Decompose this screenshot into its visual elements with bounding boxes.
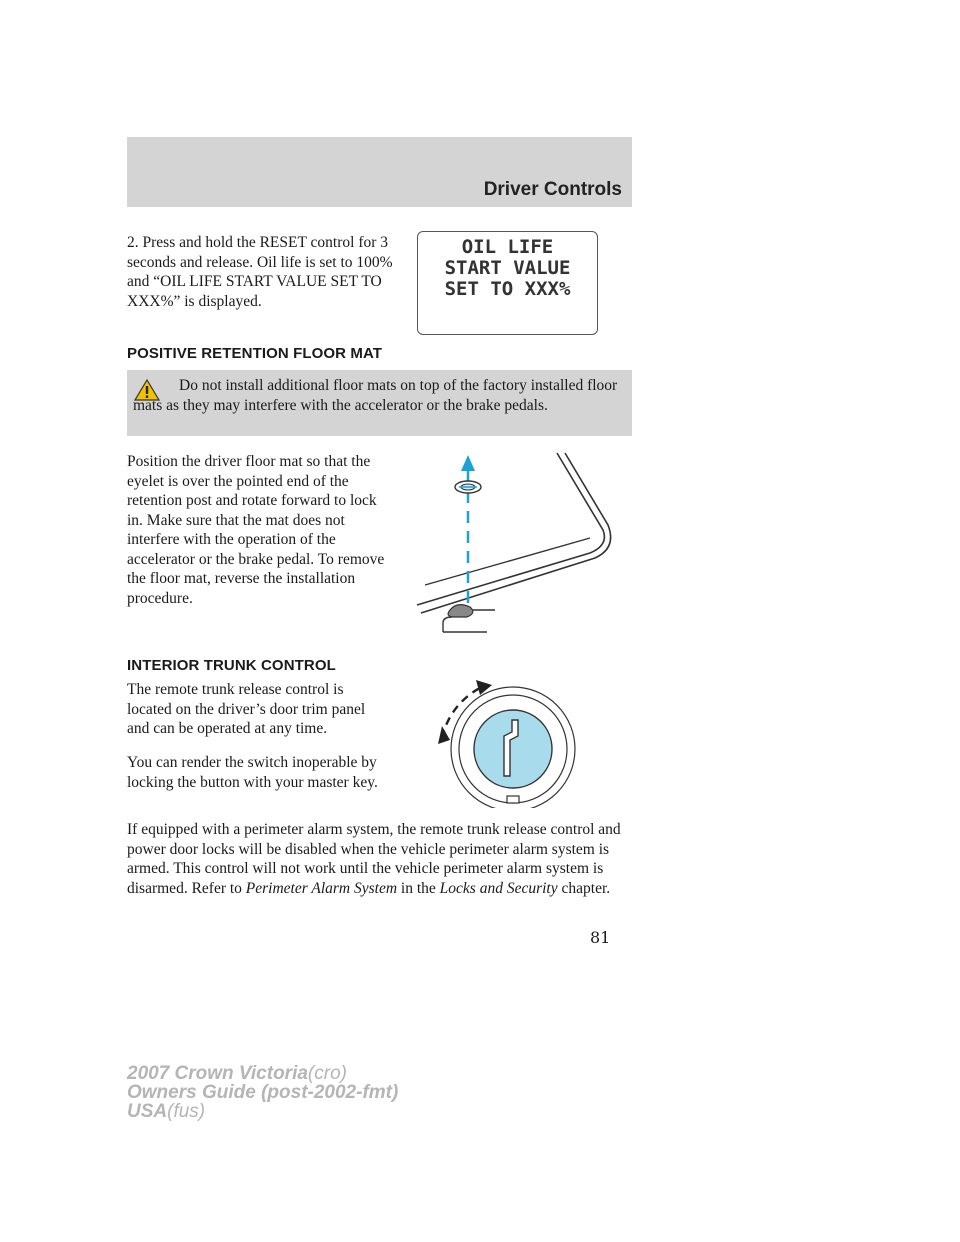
footer-guide: Owners Guide (post-2002-fmt) [127, 1082, 399, 1103]
oil-life-paragraph: 2. Press and hold the RESET control for 3 seconds and release. Oil life is set to 100% and “OIL LIFE START VALUE SET TO XXX%” is displayed. [127, 234, 393, 310]
page-number: 81 [590, 928, 611, 947]
chapter-reference: Locks and Security [439, 879, 558, 897]
footer [127, 1064, 398, 1121]
floor-mat-warning: Do not install additional floor mats on top of the factory installed floor mats as they may interfere with the accelerator or the brake pedals. [133, 377, 618, 414]
trunk-release-switch-diagram [430, 678, 582, 808]
section-title: Driver Controls [483, 179, 622, 200]
alarm-text: If equipped with a perimeter alarm system, the remote trunk release control and power door locks will be disabled when the vehicle perimeter alarm system is armed. This control will not work until the vehicle perimeter alarm system is disarmed. Refer to [127, 821, 621, 897]
alarm-text-end: chapter. [557, 879, 611, 897]
display-line-3: SET TO XXX% [444, 278, 571, 300]
trunk-control-heading: INTERIOR TRUNK CONTROL [127, 657, 336, 674]
oil-life-display [417, 231, 598, 335]
footer-market: USA [127, 1101, 168, 1122]
trunk-paragraph-1: The remote trunk release control is located on the driver’s door trim panel and can be operated at any time. [127, 681, 366, 737]
alarm-text-connector: in the [397, 879, 440, 897]
floor-mat-paragraph: Position the driver floor mat so that the eyelet is over the pointed end of the retention post and rotate forward to lock in. Make sure that the mat does not interfere with the operation of the accelerator or the brake pedal. To remove the floor mat, reverse the installation procedure. [127, 453, 385, 607]
footer-market-code: (fus) [167, 1101, 206, 1122]
display-line-2: START VALUE [444, 257, 571, 279]
trunk-paragraph-2: You can render the switch inoperable by locking the button with your master key. [127, 754, 378, 791]
footer-model: 2007 Crown Victoria [127, 1063, 308, 1084]
floor-mat-heading: POSITIVE RETENTION FLOOR MAT [127, 345, 383, 362]
footer-model-code: (cro) [307, 1063, 347, 1084]
alarm-paragraph [127, 820, 637, 898]
alarm-reference: Perimeter Alarm System [245, 879, 398, 897]
floor-mat-diagram [405, 445, 635, 640]
display-line-1: OIL LIFE [461, 236, 554, 258]
header-band [127, 137, 632, 207]
